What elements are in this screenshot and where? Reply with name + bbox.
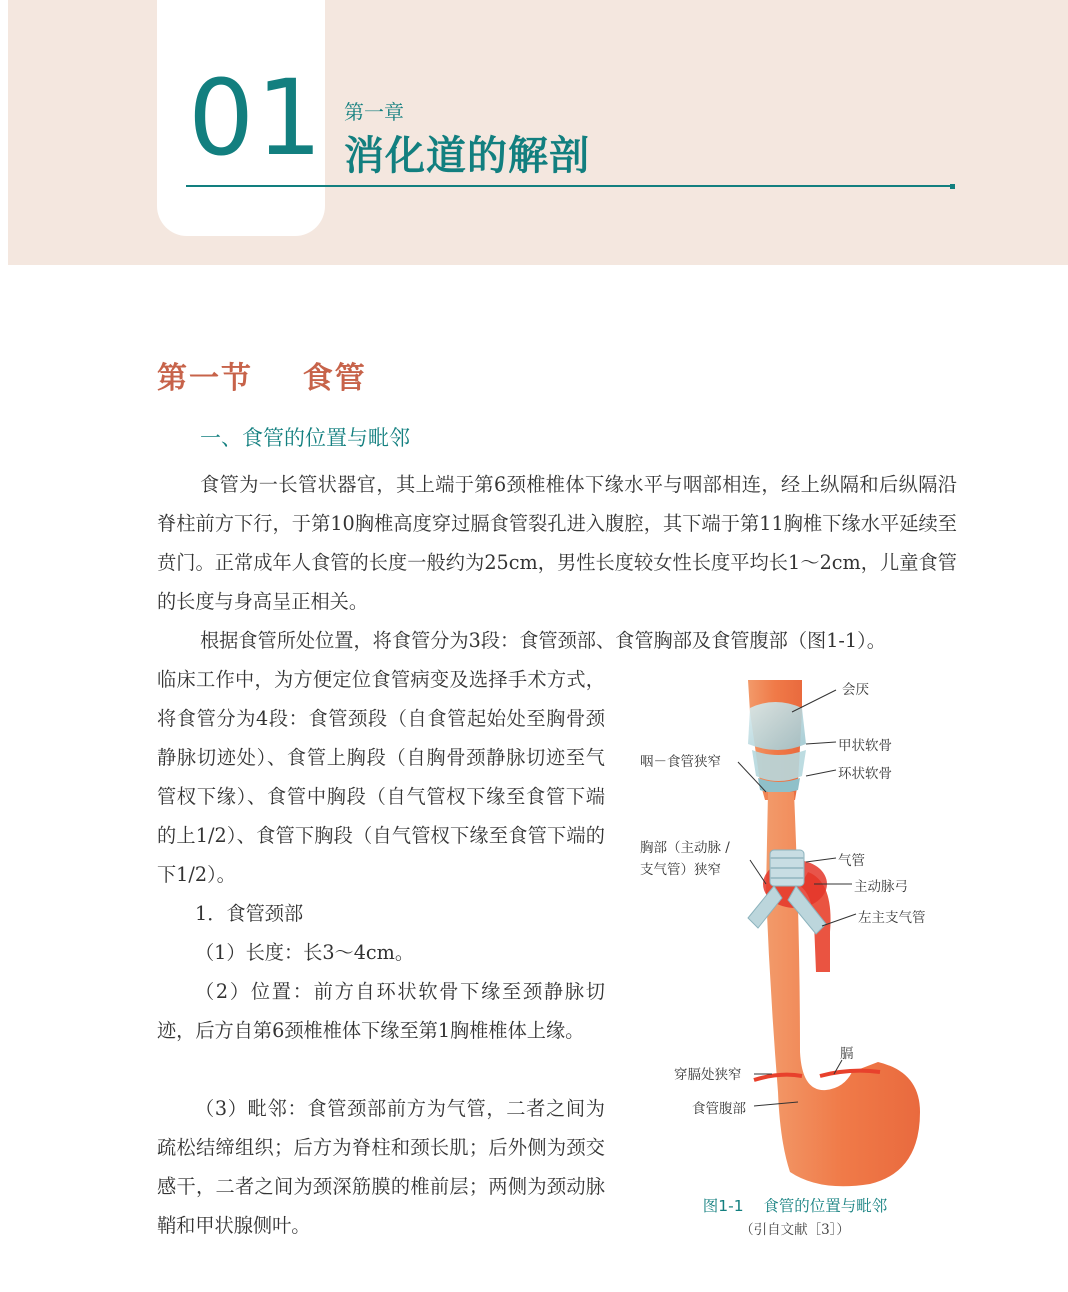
label-trachea: 气管 [838, 853, 865, 869]
label-thoracic-narrowing-1: 胸部（主动脉 / [640, 840, 730, 856]
chapter-rule-end [950, 184, 955, 189]
paragraph-2-cont: 临床工作中，为方便定位食管病变及选择手术方式，将食管分为4段：食管颈段（自食管起始处至胸骨颈静脉切迹处）、食管上胸段（自胸骨颈静脉切迹至气管杈下缘）、食管中胸段（自气管杈下缘至食管下端的上1/2）、食管下胸段（自气管杈下缘至食管下端的下1/2）。 [157, 668, 605, 886]
label-aortic-arch: 主动脉弓 [854, 879, 908, 895]
chapter-title: 消化道的解剖 [344, 133, 590, 179]
label-thyroid-cartilage: 甲状软骨 [838, 738, 892, 754]
label-pharyngo-narrowing: 咽－食管狭窄 [640, 754, 721, 770]
subsection-title: 一、食管的位置与毗邻 [200, 426, 410, 450]
paragraph-2-start: 根据食管所处位置，将食管分为3段：食管颈部、食管胸部及食管腹部（图1-1）。 [200, 629, 886, 652]
esophagus-figure [630, 672, 960, 1192]
item-3: （3）毗邻：食管颈部前方为气管，二者之间为疏松结缔组织；后方为脊柱和颈长肌；后外侧为颈交感干，二者之间为颈深筋膜的椎前层；两侧为颈动脉鞘和甲状腺侧叶。 [157, 1097, 605, 1237]
section-title: 第一节 食管 [157, 361, 367, 396]
figure-caption: 图1-1 食管的位置与毗邻 [702, 1197, 888, 1215]
item-heading: 1．食管颈部 [195, 902, 304, 925]
item-2: （2）位置：前方自环状软骨下缘至颈静脉切迹，后方自第6颈椎椎体下缘至第1胸椎椎体上缘。 [157, 980, 605, 1042]
label-left-bronchus: 左主支气管 [858, 910, 926, 926]
figure-source: （引自文献［3］） [740, 1222, 850, 1238]
chapter-subtitle: 第一章 [344, 100, 404, 124]
label-diaphragm-narrowing: 穿膈处狭窄 [674, 1067, 742, 1083]
chapter-rule [186, 185, 954, 187]
paragraph-1: 食管为一长管状器官，其上端于第6颈椎椎体下缘水平与咽部相连，经上纵隔和后纵隔沿脊柱前方下行，于第10胸椎高度穿过膈食管裂孔进入腹腔，其下端于第11胸椎下缘水平延续至贲门。正常成年人食管的长度一般约为25cm，男性长度较女性长度平均长1～2cm，儿童食管的长度与身高呈正相关。 [157, 473, 957, 613]
label-epiglottis: 会厌 [842, 682, 869, 698]
label-diaphragm: 膈 [840, 1046, 854, 1062]
label-abdominal-esophagus: 食管腹部 [692, 1101, 746, 1117]
label-thoracic-narrowing-2: 支气管）狭窄 [640, 862, 721, 878]
chapter-number: 01 [188, 57, 325, 179]
item-1: （1）长度：长3～4cm。 [195, 941, 415, 964]
label-cricoid-cartilage: 环状软骨 [838, 766, 892, 782]
